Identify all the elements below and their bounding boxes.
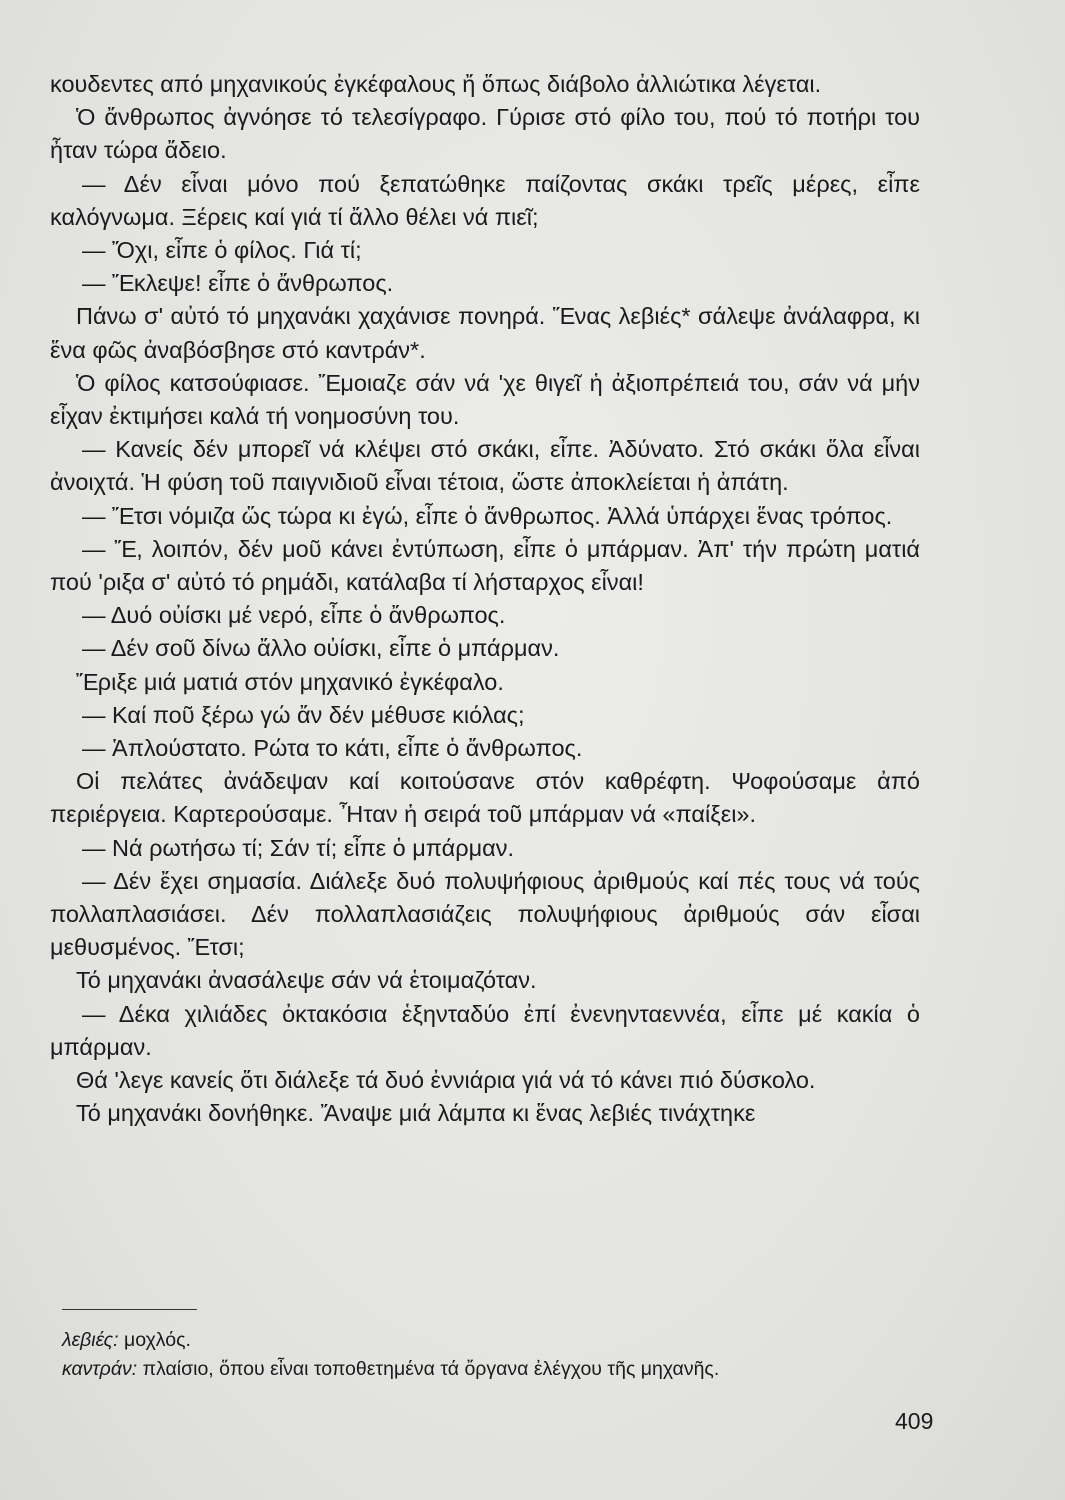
footnote-definition: μοχλός. bbox=[124, 1329, 191, 1351]
dialogue-paragraph: — Δέν σοῦ δίνω ἄλλο οὐίσκι, εἶπε ὁ μπάρμαν. bbox=[82, 635, 560, 662]
body-text bbox=[50, 68, 920, 1131]
paragraph: Τό μηχανάκι ἀνασάλεψε σάν νά ἑτοιμαζόταν. bbox=[76, 967, 537, 994]
dialogue-paragraph: — Ἁπλούστατο. Ρώτα το κάτι, εἶπε ὁ ἄνθρωπος. bbox=[82, 735, 583, 762]
dialogue-paragraph: — Καί ποῦ ξέρω γώ ἄν δέν μέθυσε κιόλας; bbox=[82, 701, 525, 728]
dialogue-paragraph: — Δέν ἔχει σημασία. Διάλεξε δυό πολυψήφιους ἀριθμούς καί πές τους νά τούς πολλαπλασιάσει. Δέν πολλαπλασιάζεις πολυψήφιους ἀριθμούς σάν εἶσαι μεθυσμένος. Ἔτσι; bbox=[50, 867, 920, 961]
footnote-term: λεβιές: bbox=[62, 1329, 119, 1351]
dialogue-paragraph: — Κανείς δέν μπορεῖ νά κλέψει στό σκάκι, εἶπε. Ἀδύνατο. Στό σκάκι ὅλα εἶναι ἀνοιχτά. Ἡ φύση τοῦ παιγνιδιοῦ εἶναι τέτοια, ὥστε ἀποκλείεται ἡ ἀπάτη. bbox=[50, 436, 920, 496]
paragraph: Ὁ φίλος κατσούφιασε. Ἔμοιαζε σάν νά 'χε θιγεῖ ἡ ἀξιοπρέπειά του, σάν νά μήν εἶχαν ἐκτιμήσει καλά τή νοημοσύνη του. bbox=[50, 369, 920, 430]
paragraph: κουδεντες από μηχανικούς ἐγκέφαλους ἤ ὅπως διάβολο ἀλλιώτικα λέγεται. bbox=[50, 71, 822, 97]
paragraph: Ἔριξε μιά ματιά στόν μηχανικό ἐγκέφαλο. bbox=[76, 668, 504, 695]
paragraph: Ὁ ἄνθρωπος ἀγνόησε τό τελεσίγραφο. Γύρισε στό φίλο του, πού τό ποτήρι του ἦταν τώρα ἄδειο. bbox=[50, 104, 920, 164]
footnote bbox=[62, 1355, 932, 1384]
dialogue-paragraph: — Ἔ, λοιπόν, δέν μοῦ κάνει ἐντύπωση, εἶπε ὁ μπάρμαν. Ἀπ' τήν πρώτη ματιά πού 'ριξα σ' αὐτό τό ρημάδι, κατάλαβα τί λήσταρχος εἶναι! bbox=[50, 535, 920, 596]
dialogue-paragraph: — Δέκα χιλιάδες ὀκτακόσια ἑξηνταδύο ἐπί ἐνενηνταεννέα, εἶπε μέ κακία ὁ μπάρμαν. bbox=[50, 1000, 920, 1060]
footnotes bbox=[62, 1326, 932, 1384]
paragraph: Πάνω σ' αὐτό τό μηχανάκι χαχάνισε πονηρά. Ἕνας λεβιές* σάλεψε ἀνάλαφρα, κι ἕνα φῶς ἀναβόσβησε στό καντράν*. bbox=[50, 303, 920, 363]
dialogue-paragraph: — Ὄχι, εἶπε ὁ φίλος. Γιά τί; bbox=[82, 237, 362, 264]
page-number: 409 bbox=[895, 1408, 934, 1434]
paragraph: Θά 'λεγε κανείς ὅτι διάλεξε τά δυό ἐννιάρια γιά νά τό κάνει πιό δύσκολο. bbox=[76, 1067, 816, 1094]
footnote-rule bbox=[62, 1309, 197, 1310]
paragraph: Τό μηχανάκι δονήθηκε. Ἄναψε μιά λάμπα κι ἕνας λεβιές τινάχτηκε bbox=[76, 1100, 756, 1127]
dialogue-paragraph: — Δέν εἶναι μόνο πού ξεπατώθηκε παίζοντας σκάκι τρεῖς μέρες, εἶπε καλόγνωμα. Ξέρεις καί γιά τί ἄλλο θέλει νά πιεῖ; bbox=[50, 170, 920, 230]
footnote-term: καντράν: bbox=[62, 1358, 138, 1380]
footnote-definition: πλαίσιο, ὅπου εἶναι τοποθετημένα τά ὄργανα ἐλέγχου τῆς μηχανῆς. bbox=[142, 1358, 720, 1380]
dialogue-paragraph: — Δυό οὐίσκι μέ νερό, εἶπε ὁ ἄνθρωπος. bbox=[82, 602, 506, 629]
paragraph: Οἱ πελάτες ἀνάδεψαν καί κοιτούσανε στόν καθρέφτη. Ψοφούσαμε ἀπό περιέργεια. Καρτερούσαμε. Ἦταν ἡ σειρά τοῦ μπάρμαν νά «παίξει». bbox=[50, 768, 920, 828]
dialogue-paragraph: — Ἔτσι νόμιζα ὥς τώρα κι ἐγώ, εἶπε ὁ ἄνθρωπος. Ἀλλά ὑπάρχει ἕνας τρόπος. bbox=[82, 502, 893, 529]
dialogue-paragraph: — Ἔκλεψε! εἶπε ὁ ἄνθρωπος. bbox=[82, 270, 394, 297]
footnote bbox=[62, 1326, 932, 1355]
dialogue-paragraph: — Νά ρωτήσω τί; Σάν τί; εἶπε ὁ μπάρμαν. bbox=[82, 834, 515, 861]
